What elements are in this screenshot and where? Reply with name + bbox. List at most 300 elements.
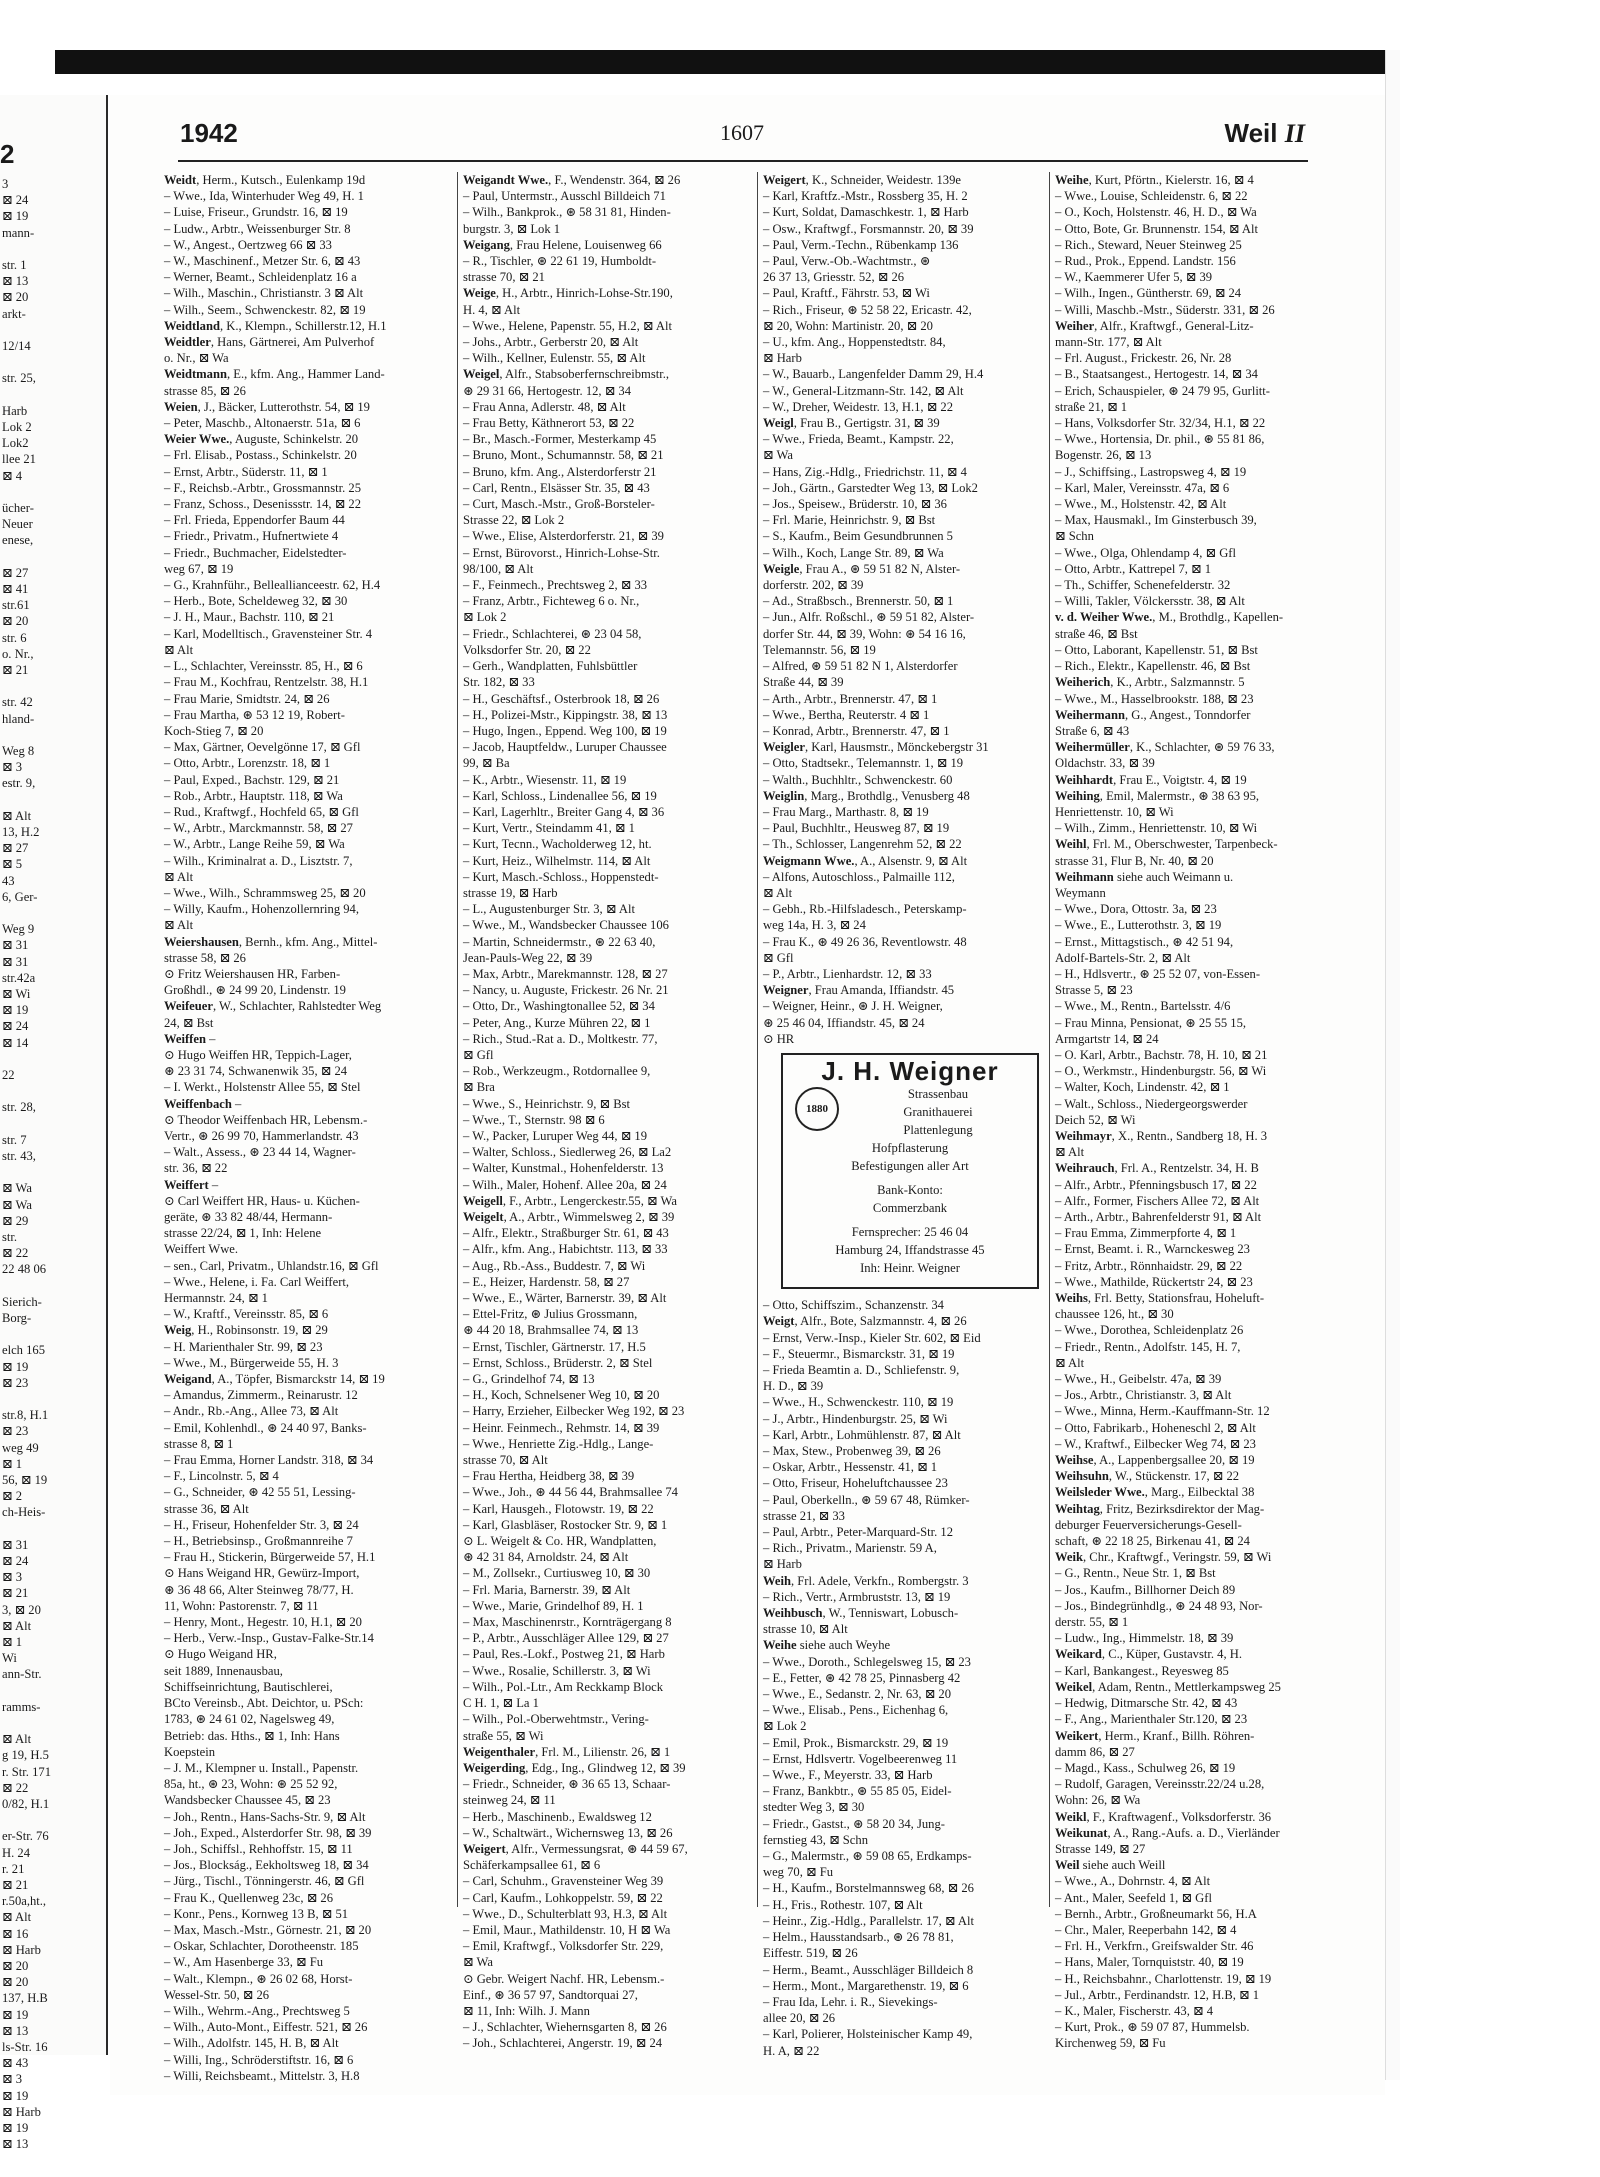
- directory-entry: – Emil, Kraftwgf., Volksdorfer Str. 229,: [463, 1939, 664, 1954]
- directory-entry: Volksdorfer Str. 20, ⊠ 22: [463, 642, 591, 657]
- directory-entry: – W., Dreher, Weidestr. 13, H.1, ⊠ 22: [763, 399, 953, 414]
- directory-entry: Strasse 5, ⊠ 23: [1055, 983, 1133, 998]
- left-page-fragment: ⊠ 29: [2, 1213, 29, 1228]
- directory-entry: – Walt., Klempn., ⊛ 26 02 68, Horst-: [164, 1971, 353, 1986]
- advert-service: Plattenlegung: [903, 1123, 973, 1138]
- directory-entry: Weigell, F., Arbtr., Lengerckestr.55, ⊠ Wa: [463, 1193, 677, 1208]
- scan-edge-top: [55, 50, 1400, 74]
- advert-service: Strassenbau: [907, 1087, 969, 1102]
- directory-entry: – Nancy, u. Auguste, Frickestr. 26 Nr. 21: [463, 983, 669, 998]
- directory-entry: – Wwe., M., Bürgerweide 55, H. 3: [164, 1355, 339, 1370]
- directory-entry: – Paul, Arbtr., Peter-Marquard-Str. 12: [763, 1525, 954, 1540]
- directory-entry: – Herb., Verw.-Insp., Gustav-Falke-Str.14: [164, 1631, 374, 1646]
- left-page-fragment: [0, 1812, 106, 1828]
- directory-entry: Straße 44, ⊠ 39: [763, 675, 844, 690]
- column-divider: [757, 172, 758, 1907]
- directory-entry: – Walter, Schloss., Siedlerweg 26, ⊠ La2: [463, 1145, 672, 1160]
- directory-entry: – K., Maler, Fischerstr. 43, ⊠ 4: [1055, 2003, 1214, 2018]
- directory-entry: Weiffert –: [164, 1177, 219, 1192]
- directory-entry: – Frau H., Stickerin, Bürgerweide 57, H.1: [164, 1550, 376, 1565]
- header-rule: [178, 160, 1308, 162]
- left-page-fragment: [0, 678, 106, 694]
- directory-entry: – Wwe., Olga, Ohlendamp 4, ⊠ Gfl: [1055, 545, 1236, 560]
- directory-entry: – Max, Maschinenrstr., Kornträgergang 8: [463, 1615, 672, 1630]
- directory-entry: – J., Schiffsing., Lastropsweg 4, ⊠ 19: [1055, 464, 1247, 479]
- column-3: [763, 172, 1043, 2058]
- directory-entry: – J., Schlachter, Wiehernsgarten 8, ⊠ 26: [463, 2020, 667, 2035]
- directory-entry: – Hedwig, Ditmarsche Str. 42, ⊠ 43: [1055, 1696, 1238, 1711]
- directory-entry: ⊛ 42 31 84, Arnoldstr. 24, ⊠ Alt: [463, 1550, 629, 1565]
- directory-entry: Weidtmann, E., kfm. Ang., Hammer Land-: [164, 367, 385, 382]
- directory-entry: – W., Angest., Oertzweg 66 ⊠ 33: [164, 237, 332, 252]
- left-page-fragment: ⊠ Alt: [2, 1732, 32, 1747]
- directory-entry: Schäferkampsallee 61, ⊠ 6: [463, 1858, 601, 1873]
- left-page-fragment: ⊠ 21: [2, 1878, 29, 1892]
- directory-entry: – Herm., Mont., Margarethenstr. 19, ⊠ 6: [763, 1978, 969, 1993]
- header-page-number: 1607: [720, 120, 764, 145]
- directory-entry: – Otto, Friseur, Hoheluftchaussee 23: [763, 1476, 948, 1491]
- directory-entry: Weihermüller, K., Schlachter, ⊛ 59 76 33,: [1055, 740, 1275, 755]
- left-page-fragment: [0, 792, 106, 808]
- directory-entry: Weidtland, K., Klempn., Schillerstr.12, H.1: [164, 318, 387, 333]
- directory-entry: – K., Arbtr., Wiesenstr. 11, ⊠ 19: [463, 772, 627, 787]
- directory-entry: – Bernh., Arbtr., Großneumarkt 56, H.A: [1055, 1906, 1257, 1921]
- directory-entry: – Hans, Maler, Tornquiststr. 40, ⊠ 19: [1055, 1955, 1244, 1970]
- directory-entry: – Max, Gärtner, Oevelgönne 17, ⊠ Gfl: [164, 740, 361, 755]
- left-page-fragment: ⊠ 22: [2, 1780, 29, 1795]
- left-page-fragment: 22: [2, 1068, 15, 1082]
- directory-entry: – Joh., Exped., Alsterdorfer Str. 98, ⊠ 39: [164, 1825, 372, 1840]
- advert-address: Hamburg 24, Iffandstrasse 45: [835, 1243, 985, 1258]
- directory-entry: – Frieda Beamtin a. D., Schliefenstr. 9,: [763, 1362, 960, 1377]
- directory-entry: – O., Werkmstr., Hindenburgstr. 56, ⊠ Wi: [1055, 1064, 1267, 1079]
- directory-entry: – W., Arbtr., Lange Reihe 59, ⊠ Wa: [164, 837, 345, 852]
- directory-entry: 85a, ht., ⊛ 23, Wohn: ⊛ 25 52 92,: [164, 1777, 338, 1792]
- left-page-fragment: ⊠ 21: [2, 1586, 29, 1601]
- directory-entry: – Kurt, Masch.-Schloss., Hoppenstedt-: [463, 869, 659, 884]
- directory-entry: Weihs, Frl. Betty, Stationsfrau, Hoheluft-: [1055, 1291, 1265, 1306]
- left-page-fragment: 12/14: [2, 339, 31, 353]
- directory-entry: – Walt., Schloss., Niedergeorgswerder: [1055, 1096, 1248, 1111]
- directory-entry: – H., Fris., Rothestr. 107, ⊠ Alt: [763, 1897, 923, 1912]
- directory-entry: – Wwe., M., Rentn., Bartelsstr. 4/6: [1055, 999, 1231, 1014]
- left-page-fragment: [0, 241, 106, 257]
- directory-entry: – F., Reichsb.-Arbtr., Grossmannstr. 25: [164, 480, 361, 495]
- directory-entry: – Wwe., Louise, Schleidenstr. 6, ⊠ 22: [1055, 189, 1248, 204]
- left-page-fragment: [0, 1116, 106, 1132]
- left-page-fragment: weg 49: [2, 1440, 39, 1455]
- directory-entry: – Helm., Hausstandsarb., ⊛ 26 78 81,: [763, 1930, 954, 1945]
- advert-owner: Inh: Heinr. Weigner: [860, 1261, 960, 1276]
- directory-entry: – Karl, Maler, Vereinsstr. 47a, ⊠ 6: [1055, 480, 1230, 495]
- directory-entry: Weihsuhn, W., Stückenstr. 17, ⊠ 22: [1055, 1469, 1240, 1484]
- left-page-fragment: ⊠ Harb: [2, 2104, 41, 2119]
- left-page-fragment: Lok 2: [2, 419, 32, 434]
- directory-entry: – Rud., Prok., Eppend. Landstr. 156: [1055, 254, 1236, 269]
- directory-entry: – Wwe., Elise, Alsterdorferstr. 21, ⊠ 39: [463, 529, 664, 544]
- column-2: [463, 172, 751, 2051]
- left-page-fragment: ⊠ 20: [2, 1959, 29, 1974]
- directory-entry: – Br., Masch.-Former, Mesterkamp 45: [463, 432, 657, 447]
- directory-entry: – Wwe., Mathilde, Rückertstr 24, ⊠ 23: [1055, 1274, 1253, 1289]
- directory-entry: ⊙ Gebr. Weigert Nachf. HR, Lebensm.-: [463, 1971, 665, 1986]
- directory-entry: Weihtag, Fritz, Bezirksdirektor der Mag-: [1055, 1501, 1265, 1516]
- left-page-number: 2: [0, 139, 15, 169]
- directory-entry: – Osw., Kraftwgf., Forsmannstr. 20, ⊠ 39: [763, 221, 974, 236]
- directory-entry: – Karl, Polierer, Holsteinischer Kamp 49,: [763, 2027, 973, 2042]
- directory-entry: straße 21, ⊠ 1: [1055, 399, 1128, 414]
- directory-entry: – Frl. August., Frickestr. 26, Nr. 28: [1055, 351, 1232, 366]
- left-page-fragment: [0, 1326, 106, 1342]
- directory-entry: Kirchenweg 59, ⊠ Fu: [1055, 2036, 1166, 2051]
- directory-entry: – Frau K., ⊛ 49 26 36, Reventlowstr. 48: [763, 934, 967, 949]
- directory-entry: seit 1889, Innenausbau,: [164, 1663, 283, 1678]
- directory-entry: – Heinr., Zig.-Hdlg., Parallelstr. 17, ⊠ Alt: [763, 1913, 974, 1928]
- directory-entry: – Wwe., E., Sedanstr. 2, Nr. 63, ⊠ 20: [763, 1687, 952, 1702]
- directory-entry: Weidtler, Hans, Gärtnerei, Am Pulverhof: [164, 335, 375, 350]
- directory-entry: – Peter, Ang., Kurze Mühren 22, ⊠ 1: [463, 1015, 651, 1030]
- directory-entry: – I. Werkt., Holstenstr Allee 55, ⊠ Stel: [164, 1080, 361, 1095]
- directory-entry: Weigand, A., Töpfer, Bismarckstr 14, ⊠ 19: [164, 1372, 385, 1387]
- directory-entry: – Herb., Maschinenb., Ewaldsweg 12: [463, 1809, 652, 1824]
- directory-entry: dorferstr. 202, ⊠ 39: [763, 578, 864, 593]
- directory-entry: Eiffestr. 519, ⊠ 26: [763, 1946, 858, 1961]
- directory-entry: strasse 70, ⊠ Alt: [463, 1453, 548, 1468]
- directory-entry: Weier Wwe., Auguste, Schinkelstr. 20: [164, 432, 359, 447]
- directory-entry: – Kurt, Soldat, Damaschkestr. 1, ⊠ Harb: [763, 205, 969, 220]
- directory-entry: – Wwe., Minna, Herm.-Kauffmann-Str. 12: [1055, 1404, 1270, 1419]
- directory-entry: Großhdl., ⊛ 24 99 20, Lindenstr. 19: [164, 983, 346, 998]
- directory-entry: Wohn: 26, ⊠ Wa: [1055, 1793, 1141, 1808]
- directory-entry: Weilsleder Wwe., Marg., Eilbecktal 38: [1055, 1485, 1255, 1500]
- left-page-fragment: [0, 1715, 106, 1731]
- advert-body: [789, 1085, 1031, 1277]
- directory-entry: Weiffen –: [164, 1031, 216, 1046]
- directory-entry: – Jos., Arbtr., Christianstr. 3, ⊠ Alt: [1055, 1388, 1232, 1403]
- left-page-fragment: Harb: [2, 403, 28, 418]
- left-page-fragment: ⊠ 3: [2, 1570, 22, 1585]
- directory-entry: – Joh., Rentn., Hans-Sachs-Str. 9, ⊠ Alt: [164, 1809, 366, 1824]
- directory-entry: Weigt, Alfr., Bote, Salzmannstr. 4, ⊠ 26: [763, 1314, 967, 1329]
- directory-entry: – Friedr., Privatm., Hufnertwiete 4: [164, 529, 339, 544]
- directory-entry: – Friedr., Schlachterei, ⊛ 23 04 58,: [463, 626, 642, 641]
- left-page-fragment: 3, ⊠ 20: [2, 1602, 41, 1617]
- directory-entry: Weigert, Alfr., Vermessungsrat, ⊛ 44 59 67,: [463, 1841, 688, 1856]
- directory-entry: – Wwe., Dora, Ottostr. 3a, ⊠ 23: [1055, 902, 1217, 917]
- directory-entry: – Wilh., Zimm., Henriettenstr. 10, ⊠ Wi: [1055, 821, 1258, 836]
- directory-entry: – Jul., Arbtr., Ferdinandstr. 12, H.B, ⊠ 1: [1055, 1987, 1260, 2002]
- directory-entry: – Kurt, Tecnn., Wacholderweg 12, ht.: [463, 837, 652, 852]
- directory-entry: – L., Schlachter, Vereinsstr. 85, H., ⊠ 6: [164, 659, 363, 674]
- directory-entry: – Emil, Kohlenhdl., ⊛ 24 40 97, Banks-: [164, 1420, 367, 1435]
- directory-entry: Weige, H., Arbtr., Hinrich-Lohse-Str.190,: [463, 286, 673, 301]
- directory-entry: – G., Krahnführ., Belleallianceestr. 62, H.4: [164, 578, 381, 593]
- directory-entry: – Friedr., Rentn., Adolfstr. 145, H. 7,: [1055, 1339, 1241, 1354]
- directory-entry: – Frau M., Kochfrau, Rentzelstr. 38, H.1: [164, 675, 369, 690]
- directory-entry: – G., Grindelhof 74, ⊠ 13: [463, 1372, 595, 1387]
- directory-entry: – Frau Minna, Pensionat, ⊛ 25 55 15,: [1055, 1015, 1247, 1030]
- directory-entry: strasse 31, Flur B, Nr. 40, ⊠ 20: [1055, 853, 1214, 868]
- directory-entry: strasse 21, ⊠ 33: [763, 1508, 845, 1523]
- left-page-fragment: ⊠ 2: [2, 1489, 22, 1504]
- directory-entry: – E., Fetter, ⊛ 42 78 25, Pinnasberg 42: [763, 1670, 961, 1685]
- directory-entry: stedter Weg 3, ⊠ 30: [763, 1800, 865, 1815]
- directory-entry: – Wwe., Ida, Winterhuder Weg 49, H. 1: [164, 189, 364, 204]
- directory-entry: – Johs., Arbtr., Gerberstr 20, ⊠ Alt: [463, 335, 639, 350]
- left-page-fragment: str. 43,: [2, 1148, 36, 1163]
- directory-entry: – Magd., Kass., Schulweg 26, ⊠ 19: [1055, 1760, 1236, 1775]
- directory-entry: ⊠ Wa: [763, 448, 793, 463]
- left-page-fragment: [0, 1083, 106, 1099]
- left-page-fragment: ⊠ 22: [2, 1246, 29, 1261]
- directory-entry: Wessel-Str. 50, ⊠ 26: [164, 1987, 270, 2002]
- directory-entry: – Paul, Exped., Bachstr. 129, ⊠ 21: [164, 772, 340, 787]
- directory-entry: – Wilh., Pol.-Ltr., Am Reckkamp Block: [463, 1679, 664, 1694]
- directory-entry: – Peter, Maschb., Altonaerstr. 51a, ⊠ 6: [164, 416, 361, 431]
- directory-entry: – Kurt, Vertr., Steindamm 41, ⊠ 1: [463, 821, 635, 836]
- directory-entry: – Frl. Marie, Heinrichstr. 9, ⊠ Bst: [763, 513, 936, 528]
- directory-entry: – Wwe., Henriette Zig.-Hdlg., Lange-: [463, 1436, 654, 1451]
- left-page-fragment: ⊠ 1: [2, 1456, 22, 1471]
- directory-entry: – Wilh., Maschin., Christianstr. 3 ⊠ Alt: [164, 286, 364, 301]
- directory-entry: – Luise, Friseur., Grundstr. 16, ⊠ 19: [164, 205, 348, 220]
- left-page-fragment: o. Nr.,: [2, 646, 34, 661]
- directory-entry: Weiher, Alfr., Kraftwgf., General-Litz-: [1055, 318, 1254, 333]
- directory-entry: Weik, Chr., Kraftwgf., Veringstr. 59, ⊠ Wi: [1055, 1550, 1272, 1565]
- left-page-fragment: enese,: [2, 533, 34, 548]
- directory-entry: – F., Lincolnstr. 5, ⊠ 4: [164, 1469, 279, 1484]
- directory-entry: – Wwe., M., Wandsbecker Chaussee 106: [463, 918, 669, 933]
- directory-entry: – Paul, Kraftf., Fährstr. 53, ⊠ Wi: [763, 286, 930, 301]
- left-page-fragment: arkt-: [2, 306, 26, 321]
- directory-entry: – Wwe., F., Meyerstr. 33, ⊠ Harb: [763, 1768, 933, 1783]
- left-page-fragment: ⊠ 27: [2, 841, 29, 856]
- directory-entry: – Frau Anna, Adlerstr. 48, ⊠ Alt: [463, 399, 626, 414]
- directory-entry: – Bruno, kfm. Ang., Alsterdorferstr 21: [463, 464, 657, 479]
- directory-entry: – B., Staatsangest., Hertogestr. 14, ⊠ 34: [1055, 367, 1258, 382]
- directory-entry: BCto Vereinsb., Abt. Deichtor, u. PSch:: [164, 1696, 364, 1711]
- directory-entry: – Alfr., kfm. Ang., Habichtstr. 113, ⊠ 33: [463, 1242, 668, 1257]
- left-page-fragment: ⊠ Wa: [2, 1197, 32, 1212]
- directory-entry: – W., Maschinenf., Metzer Str. 6, ⊠ 43: [164, 254, 361, 269]
- directory-entry: – Rob., Werkzeugm., Rotdornallee 9,: [463, 1064, 651, 1079]
- left-page-fragment: str. 1: [2, 258, 27, 272]
- left-page-fragment: ch-Heis-: [2, 1505, 46, 1520]
- left-page-fragment: ⊠ 31: [2, 938, 29, 953]
- directory-entry: – O. Karl, Arbtr., Bachstr. 78, H. 10, ⊠ 21: [1055, 1047, 1268, 1062]
- left-page-fragments: [0, 176, 106, 2152]
- directory-entry: – Paul, Verw.-Ob.-Wachtmstr., ⊛: [763, 254, 931, 269]
- column-3-bottom-entries: [763, 1297, 1043, 2059]
- directory-entry: – Frl. Maria, Barnerstr. 39, ⊠ Alt: [463, 1582, 631, 1597]
- directory-entry: – Wwe., Joh., ⊛ 44 56 44, Brahmsallee 74: [463, 1485, 678, 1500]
- directory-entry: – Ludw., Ing., Himmelstr. 18, ⊠ 39: [1055, 1631, 1234, 1646]
- left-page-fragment: [0, 1683, 106, 1699]
- left-page-fragment: ⊠ 13: [2, 2137, 29, 2152]
- directory-entry: Weidt, Herm., Kutsch., Eulenkamp 19d: [164, 173, 366, 187]
- directory-entry: – Wilh., Koch, Lange Str. 89, ⊠ Wa: [763, 545, 944, 560]
- directory-entry: Henriettenstr. 10, ⊠ Wi: [1055, 804, 1174, 819]
- left-page-fragment: str.: [2, 1229, 18, 1244]
- left-page-fragment: [0, 1521, 106, 1537]
- directory-entry: – H., Geschäftsf., Osterbrook 18, ⊠ 26: [463, 691, 660, 706]
- left-page-fragment: H. 24: [2, 1845, 30, 1860]
- header-name: Weil: [1224, 118, 1278, 148]
- directory-entry: – L., Augustenburger Str. 3, ⊠ Alt: [463, 902, 635, 917]
- advert-bank-name: Commerzbank: [872, 1201, 948, 1216]
- directory-entry: ⊠ Lok 2: [463, 610, 507, 625]
- directory-entry: damm 86, ⊠ 27: [1055, 1744, 1135, 1759]
- directory-entry: – Jacob, Hauptfeldw., Luruper Chaussee: [463, 740, 667, 755]
- directory-entry: – Ludw., Arbtr., Weissenburger Str. 8: [164, 221, 351, 236]
- directory-entry: – Frau K., Quellenweg 23c, ⊠ 26: [164, 1890, 333, 1905]
- directory-entry: – Alfons, Autoschloss., Palmaille 112,: [763, 869, 955, 884]
- directory-entry: – Otto, Arbtr., Lorenzstr. 18, ⊠ 1: [164, 756, 331, 771]
- directory-entry: – Ernst., Mittagstisch., ⊛ 42 51 94,: [1055, 934, 1234, 949]
- left-page-fragment: str.42a: [2, 970, 36, 985]
- directory-entry: ⊠ Harb: [763, 1557, 802, 1572]
- directory-entry: – Frau Ida, Lehr. i. R., Sievekings-: [763, 1994, 938, 2009]
- left-page-fragment: ⊠ 19: [2, 2088, 29, 2103]
- directory-entry: Vertr., ⊛ 26 99 70, Hammerlandstr. 43: [164, 1128, 359, 1143]
- directory-entry: – Walt., Assess., ⊛ 23 44 14, Wagner-: [164, 1145, 356, 1160]
- directory-entry: str. 36, ⊠ 22: [164, 1161, 228, 1176]
- directory-entry: ⊠ Gfl: [463, 1047, 494, 1062]
- directory-entry: – J. H., Maur., Bachstr. 110, ⊠ 21: [164, 610, 335, 625]
- left-page-fragment: llee 21: [2, 452, 36, 467]
- directory-entry: – Joh., Gärtn., Garstedter Weg 13, ⊠ Lok2: [763, 480, 978, 495]
- directory-entry: H. D., ⊠ 39: [763, 1379, 824, 1394]
- left-page-fragment: Neuer: [2, 517, 33, 532]
- directory-entry: – Otto, Schiffszim., Schanzenstr. 34: [763, 1298, 944, 1313]
- directory-entry: C H. 1, ⊠ La 1: [463, 1696, 539, 1711]
- directory-entry: Weihrauch, Frl. A., Rentzelstr. 34, H. B: [1055, 1161, 1259, 1176]
- directory-entry: – W., Packer, Luruper Weg 44, ⊠ 19: [463, 1128, 648, 1143]
- directory-entry: – Walth., Buchhltr., Schwenckestr. 60: [763, 772, 953, 787]
- directory-entry: ⊛ 29 31 66, Hertogestr. 12, ⊠ 34: [463, 383, 632, 398]
- left-page-fragment: ⊠ 20: [2, 614, 29, 629]
- left-page-fragment: ⊠ 31: [2, 954, 29, 969]
- directory-entry: – R., Tischler, ⊛ 22 61 19, Humboldt-: [463, 254, 657, 269]
- directory-entry: – Karl, Arbtr., Lohmühlenstr. 87, ⊠ Alt: [763, 1427, 961, 1442]
- column-divider: [457, 172, 458, 1907]
- left-page-fragment: g 19, H.5: [2, 1748, 49, 1763]
- advert-weigner: [781, 1053, 1039, 1289]
- directory-entry: geräte, ⊛ 33 82 48/44, Hermann-: [164, 1210, 333, 1224]
- directory-entry: – Konrad, Arbtr., Brennerstr. 47, ⊠ 1: [763, 723, 950, 738]
- directory-entry: Weigel, Alfr., Stabsoberfernschreibmstr.,: [463, 367, 670, 382]
- directory-entry: – Walter, Koch, Lindenstr. 42, ⊠ 1: [1055, 1080, 1230, 1095]
- directory-entry: – Wwe., Doroth., Schlegelsweg 15, ⊠ 23: [763, 1654, 971, 1669]
- directory-entry: H. 4, ⊠ Alt: [463, 302, 521, 317]
- directory-entry: – Wilh., Maler, Hohenf. Allee 20a, ⊠ 24: [463, 1177, 667, 1192]
- directory-entry: ⊠ Alt: [763, 885, 793, 900]
- directory-entry: ⊙ Fritz Weiershausen HR, Farben-: [164, 966, 341, 981]
- left-page-fragment: [0, 354, 106, 370]
- directory-entry: – Wwe., E., Lutterothstr. 3, ⊠ 19: [1055, 918, 1222, 933]
- left-page-fragment: [0, 549, 106, 565]
- directory-entry: Strasse 149, ⊠ 27: [1055, 1841, 1146, 1856]
- left-page-fragment: [0, 484, 106, 500]
- left-page-fragment: r.50a,ht.,: [2, 1894, 47, 1909]
- directory-entry: – Th., Schiffer, Schenefelderstr. 32: [1055, 578, 1231, 593]
- directory-entry: – W., Kraftf., Vereinsstr. 85, ⊠ 6: [164, 1307, 329, 1322]
- directory-entry: – Otto, Laborant, Kapellenstr. 51, ⊠ Bst: [1055, 642, 1258, 657]
- header-year: 1942: [180, 118, 238, 148]
- directory-entry: – Jos., Speisew., Brüderstr. 10, ⊠ 36: [763, 497, 947, 512]
- directory-entry: – U., kfm. Ang., Hoppenstedtstr. 84,: [763, 335, 946, 350]
- left-page-fragment: 137, H.B: [2, 1991, 48, 2006]
- directory-entry: ⊠ Gfl: [763, 950, 794, 965]
- directory-entry: – Ernst, Bürovorst., Hinrich-Lohse-Str.: [463, 545, 660, 560]
- directory-entry: Weihmann siehe auch Weimann u.: [1055, 869, 1234, 884]
- directory-entry: Weihing, Emil, Malermstr., ⊛ 38 63 95,: [1055, 788, 1260, 803]
- directory-entry: Weihse, A., Lappenbergsallee 20, ⊠ 19: [1055, 1453, 1255, 1468]
- directory-entry: Weigmann Wwe., A., Alsenstr. 9, ⊠ Alt: [763, 853, 968, 868]
- left-page-fragment: str. 7: [2, 1132, 27, 1147]
- directory-entry: – Rud., Kraftwgf., Hochfeld 65, ⊠ Gfl: [164, 804, 359, 819]
- directory-entry: – Herm., Beamt., Ausschläger Billdeich 8: [763, 1962, 974, 1977]
- left-page-fragment: ⊠ 27: [2, 565, 29, 580]
- header-roman: II: [1284, 119, 1305, 148]
- directory-entry: – Gerh., Wandplatten, Fuhlsbüttler: [463, 659, 638, 674]
- directory-entry: – Frau Marie, Smidtstr. 24, ⊠ 26: [164, 691, 330, 706]
- directory-entry: chaussee 126, ht., ⊠ 30: [1055, 1307, 1174, 1322]
- directory-entry: – P., Arbtr., Lienhardstr. 12, ⊠ 33: [763, 966, 932, 981]
- directory-entry: – Wwe., H., Schwenckestr. 110, ⊠ 19: [763, 1395, 954, 1410]
- directory-entry: Weikel, Adam, Rentn., Mettlerkampsweg 25: [1055, 1679, 1281, 1694]
- directory-entry: – Otto, Bote, Gr. Brunnenstr. 154, ⊠ Alt: [1055, 221, 1258, 236]
- directory-entry: Weiglin, Marg., Brothdlg., Venusberg 48: [763, 788, 970, 803]
- directory-entry: Wandsbecker Chaussee 45, ⊠ 23: [164, 1793, 331, 1808]
- left-page-fragment: [0, 727, 106, 743]
- directory-entry: – Hugo, Ingen., Eppend. Weg 100, ⊠ 19: [463, 723, 667, 738]
- left-page-fragment: ücher-: [2, 500, 34, 515]
- directory-entry: Weigner, Frau Amanda, Iffiandstr. 45: [763, 983, 955, 998]
- directory-entry: burgstr. 3, ⊠ Lok 1: [463, 221, 561, 236]
- advert-phone: Fernsprecher: 25 46 04: [851, 1225, 969, 1240]
- directory-entry: – Rich., Elektr., Kapellenstr. 46, ⊠ Bst: [1055, 659, 1251, 674]
- directory-entry: – Wilh., Kellner, Eulenstr. 55, ⊠ Alt: [463, 351, 646, 366]
- directory-entry: ⊙ Carl Weiffert HR, Haus- u. Küchen-: [164, 1193, 360, 1208]
- directory-entry: – Ernst, Arbtr., Süderstr. 11, ⊠ 1: [164, 464, 328, 479]
- directory-entry: mann-Str. 177, ⊠ Alt: [1055, 335, 1162, 350]
- left-page-fragment: str. 42: [2, 695, 33, 710]
- directory-entry: Weihe siehe auch Weyhe: [763, 1638, 891, 1653]
- directory-entry: – Jos., Blockság., Eekholtsweg 18, ⊠ 34: [164, 1858, 369, 1873]
- left-page-fragment: 3: [2, 177, 9, 191]
- directory-entry: ⊠ Schn: [1055, 529, 1094, 544]
- directory-entry: – Ernst, Beamt. i. R., Warnckesweg 23: [1055, 1242, 1250, 1257]
- directory-entry: strasse 70, ⊠ 21: [463, 270, 545, 285]
- directory-entry: – Frau Emma, Zimmerpforte 4, ⊠ 1: [1055, 1226, 1237, 1241]
- page-header: [180, 118, 1305, 158]
- directory-entry: Weigle, Frau A., ⊛ 59 51 82 N, Alster-: [763, 561, 961, 576]
- directory-entry: – Erich, Schauspieler, ⊛ 24 79 95, Gurlitt-: [1055, 383, 1271, 398]
- directory-entry: – Wwe., A., Dohrnstr. 4, ⊠ Alt: [1055, 1874, 1211, 1889]
- column-1: [164, 172, 451, 2083]
- directory-entry: Weiershausen, Bernh., kfm. Ang., Mittel-: [164, 934, 378, 949]
- left-page-fragment: estr. 9,: [2, 776, 36, 791]
- left-page-fragment: ⊠ Alt: [2, 1618, 32, 1633]
- directory-entry: – Frau Betty, Käthnerort 53, ⊠ 22: [463, 416, 635, 431]
- directory-entry: – J. M., Klempner u. Install., Papenstr.: [164, 1760, 359, 1775]
- directory-entry: – Max, Masch.-Mstr., Görnestr. 21, ⊠ 20: [164, 1922, 372, 1937]
- left-page-fragment: ⊠ 19: [2, 2007, 29, 2022]
- advert-service: Hofpflasterung: [871, 1141, 949, 1156]
- directory-entry: Weih, Frl. Adele, Verkfn., Rombergstr. 3: [763, 1573, 969, 1588]
- directory-entry: straße 46, ⊠ Bst: [1055, 626, 1138, 641]
